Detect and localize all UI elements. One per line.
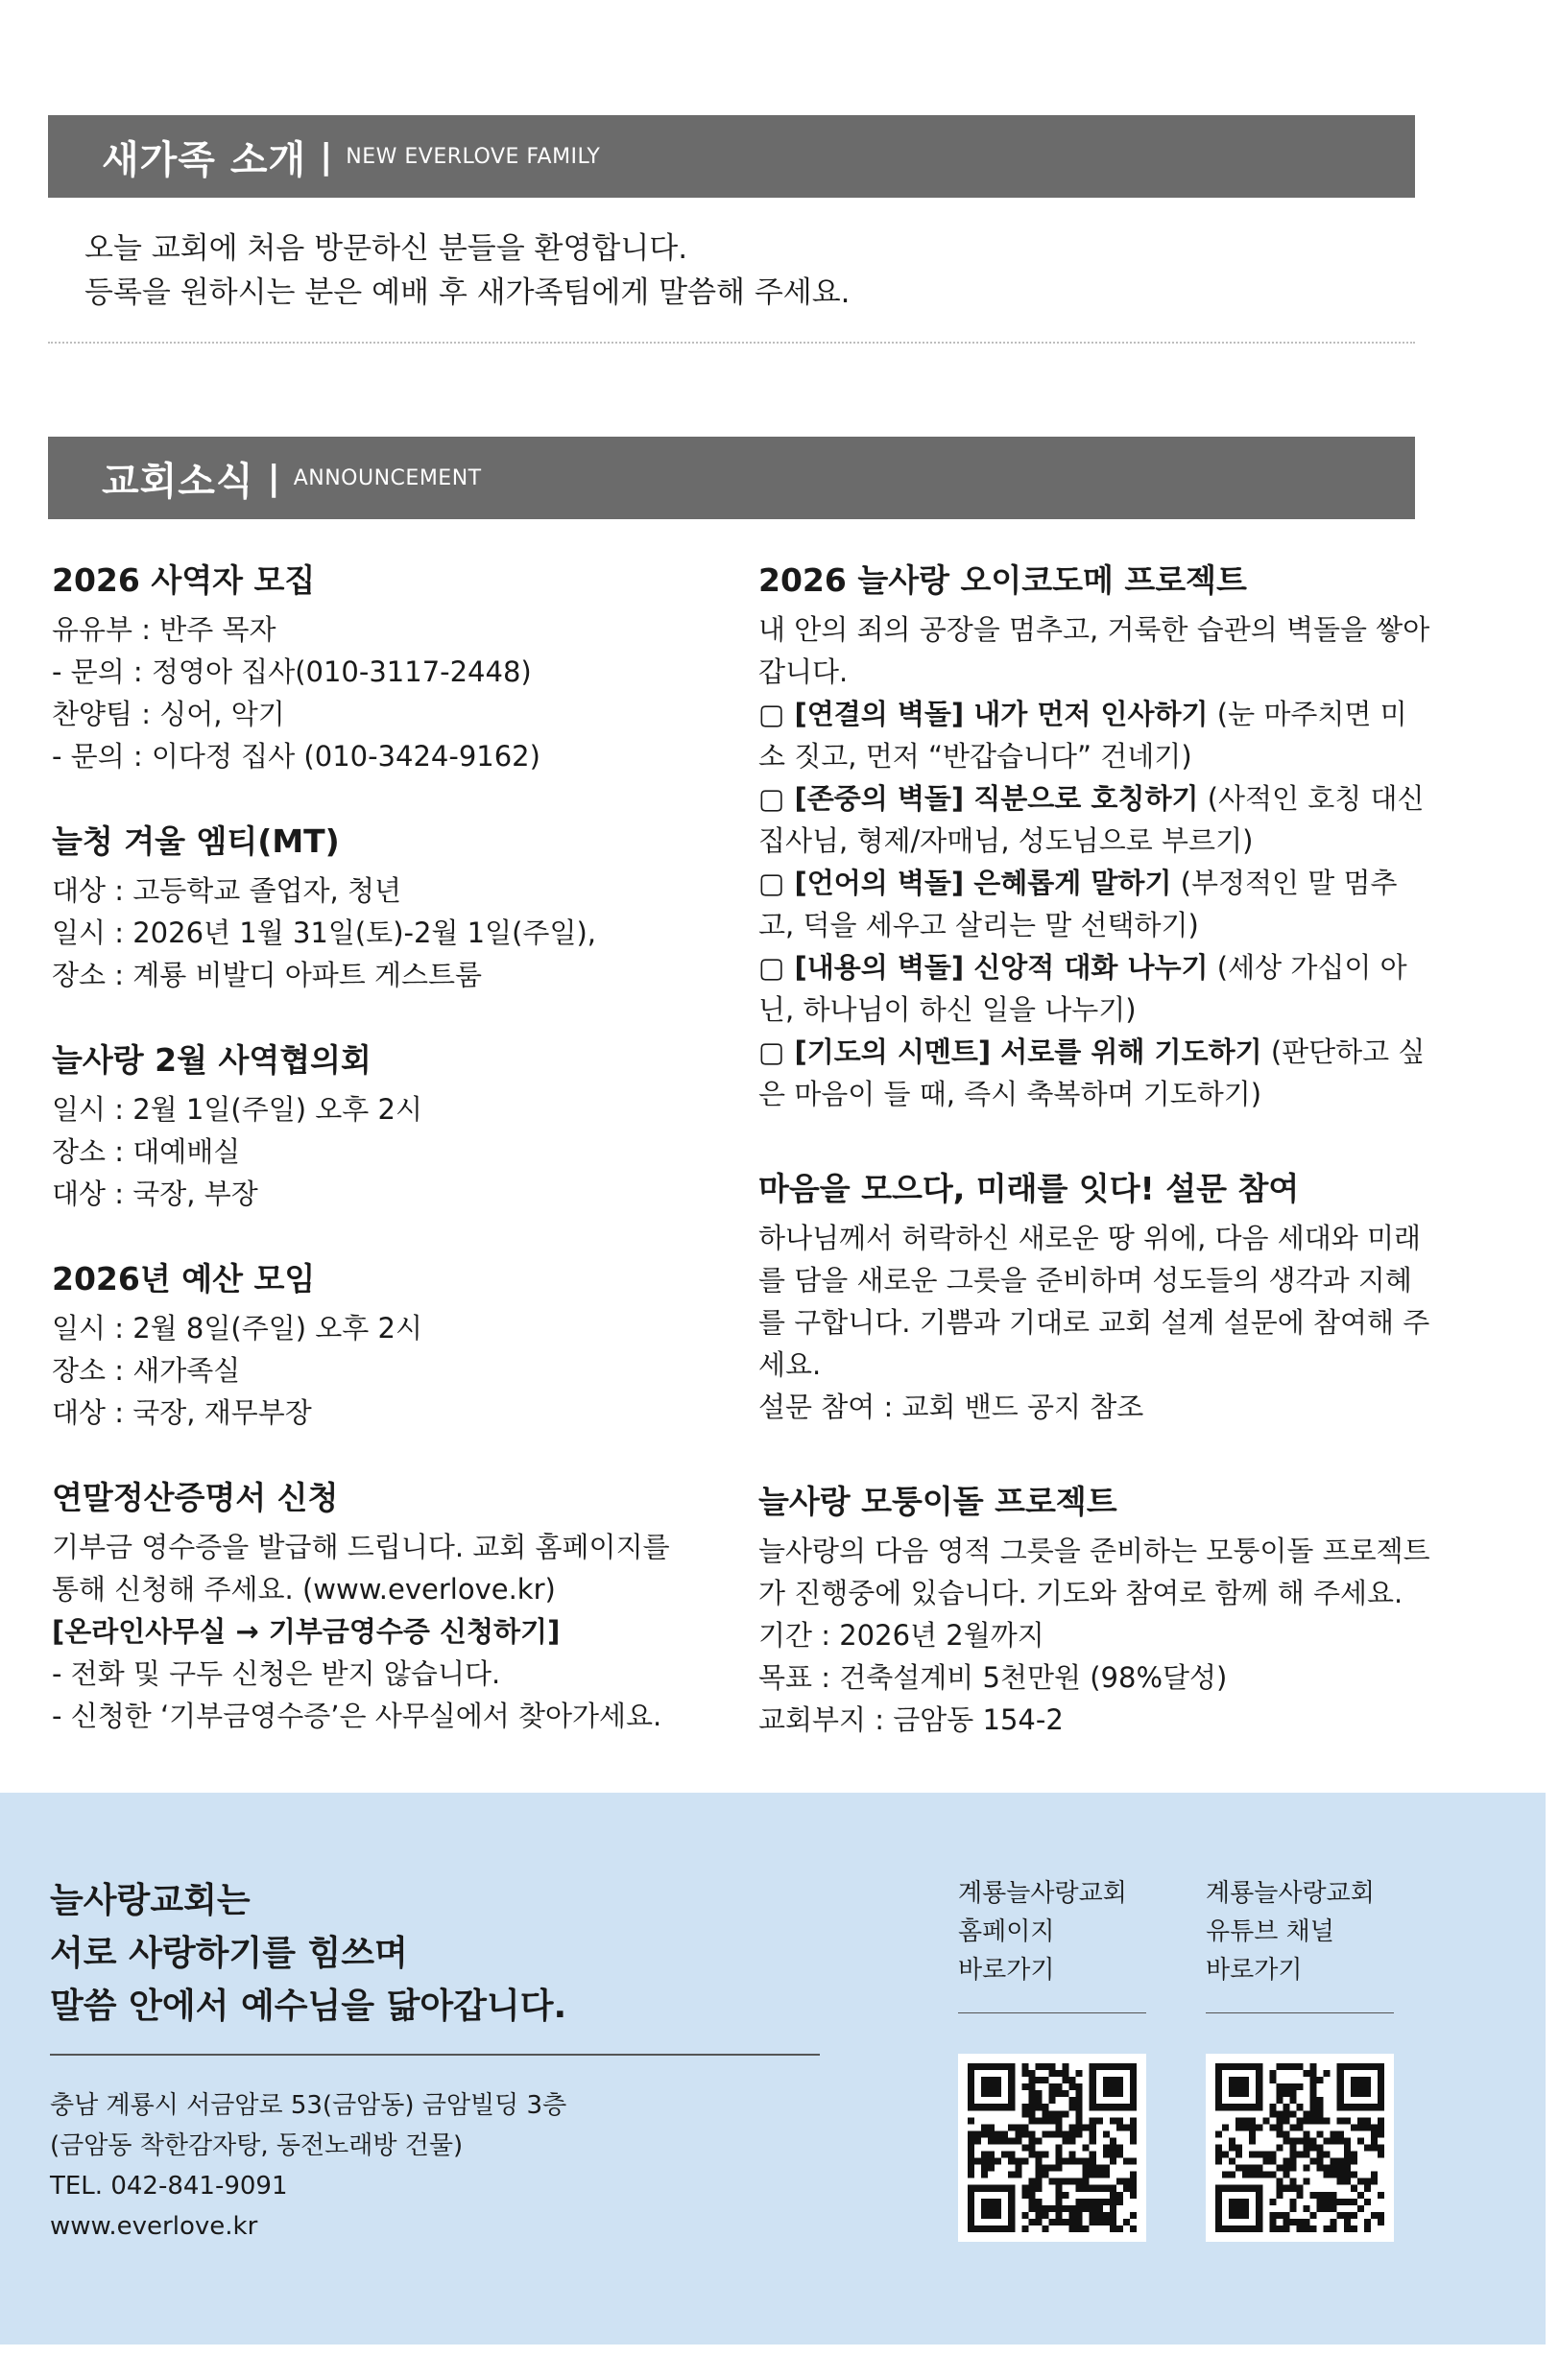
tax-receipt-block xyxy=(52,1474,714,1737)
announcement-right-column xyxy=(758,557,1430,1791)
new-family-subtitle: NEW EVERLOVE FAMILY xyxy=(346,144,601,169)
block-title: 2026 사역자 모집 xyxy=(52,561,316,599)
qr-label: 계룡늘사랑교회 xyxy=(958,1879,1127,1908)
block-title: 마음을 모으다, 미래를 잇다! 설문 참여 xyxy=(758,1170,1300,1207)
oikodome-item-title: ▢ [내용의 벽돌] 신앙적 대화 나누기 xyxy=(758,951,1209,984)
block-line: 장소 : 대예배실 xyxy=(52,1135,241,1168)
qr-label: 계룡늘사랑교회 xyxy=(1206,1879,1375,1908)
block-line: 일시 : 2월 8일(주일) 오후 2시 xyxy=(52,1312,422,1345)
oikodome-block xyxy=(758,557,1430,1115)
block-line: 일시 : 2월 1일(주일) 오후 2시 xyxy=(52,1093,422,1126)
block-title: 2026 늘사랑 오이코도메 프로젝트 xyxy=(758,561,1247,599)
mt-block xyxy=(52,818,714,996)
announcement-left-column xyxy=(52,557,714,1777)
cornerstone-block xyxy=(758,1478,1430,1741)
qr-label: 유튜브 채널 xyxy=(1206,1917,1334,1946)
oikodome-item-desc: (부정적인 말 멈추고, 덕을 세우고 살리는 말 선택하기) xyxy=(758,867,1398,941)
block-title: 2026년 예산 모임 xyxy=(52,1260,316,1297)
youtube-qr-code[interactable] xyxy=(1206,2054,1394,2242)
online-office-path: [온라인사무실 → 기부금영수증 신청하기] xyxy=(52,1615,561,1648)
new-family-intro xyxy=(84,226,851,315)
oikodome-item xyxy=(758,1031,1430,1115)
oikodome-item xyxy=(758,693,1430,777)
youtube-qr-block xyxy=(1206,1874,1398,2242)
header-separator: | xyxy=(267,458,280,498)
oikodome-item-title: ▢ [연결의 벽돌] 내가 먼저 인사하기 xyxy=(758,698,1209,730)
block-line: 장소 : 새가족실 xyxy=(52,1354,241,1387)
council-block xyxy=(52,1036,714,1215)
slogan-line: 서로 사랑하기를 힘쓰며 xyxy=(50,1934,408,1973)
block-title: 늘사랑 모퉁이돌 프로젝트 xyxy=(758,1483,1117,1520)
announcement-title: 교회소식 xyxy=(102,459,254,504)
oikodome-item xyxy=(758,777,1430,862)
oikodome-item-desc: (사적인 호칭 대신 집사님, 형제/자매님, 성도님으로 부르기) xyxy=(758,782,1425,857)
block-line: - 문의 : 정영아 집사(010-3117-2448) xyxy=(52,655,532,688)
block-line: 찬양팀 : 싱어, 악기 xyxy=(52,698,285,730)
survey-block xyxy=(758,1165,1430,1428)
oikodome-intro: 내 안의 죄의 공장을 멈추고, 거룩한 습관의 벽돌을 쌓아갑니다. xyxy=(758,613,1430,688)
announcement-header xyxy=(48,437,1415,519)
block-line: 기간 : 2026년 2월까지 xyxy=(758,1619,1044,1652)
qr-divider xyxy=(958,2012,1146,2013)
cornerstone-body: 늘사랑의 다음 영적 그릇을 준비하는 모퉁이돌 프로젝트가 진행중에 있습니다. 기도와 참여로 함께 해 주세요. xyxy=(758,1535,1430,1609)
new-family-title: 새가족 소개 xyxy=(102,137,307,182)
new-family-header xyxy=(48,115,1415,198)
footer-divider xyxy=(50,2054,820,2056)
slogan-line: 말씀 안에서 예수님을 닮아갑니다. xyxy=(50,1987,567,2026)
oikodome-item xyxy=(758,862,1430,946)
budget-block xyxy=(52,1255,714,1434)
block-line: 교회부지 : 금암동 154-2 xyxy=(758,1703,1064,1736)
block-line: 일시 : 2026년 1월 31일(토)-2월 1일(주일), xyxy=(52,916,596,949)
recruit-block xyxy=(52,557,714,777)
church-slogan xyxy=(50,1874,566,2033)
church-address xyxy=(50,2085,566,2247)
oikodome-item-title: ▢ [기도의 시멘트] 서로를 위해 기도하기 xyxy=(758,1035,1262,1068)
block-line: 통해 신청해 주세요. (www.everlove.kr) xyxy=(52,1573,556,1606)
homepage-qr-code[interactable] xyxy=(958,2054,1146,2242)
block-line: 대상 : 고등학교 졸업자, 청년 xyxy=(52,874,402,907)
survey-body: 하나님께서 허락하신 새로운 땅 위에, 다음 세대와 미래를 담을 새로운 그릇을 준비하며 성도들의 생각과 지혜를 구합니다. 기쁨과 기대로 교회 설계 설문에 참여해 주세요. xyxy=(758,1222,1430,1381)
block-line: 대상 : 국장, 부장 xyxy=(52,1178,258,1210)
header-separator: | xyxy=(320,136,333,177)
block-title: 늘사랑 2월 사역협의회 xyxy=(52,1041,372,1079)
qr-label: 바로가기 xyxy=(958,1956,1055,1985)
homepage-qr-block xyxy=(958,1874,1150,2242)
intro-line: 등록을 원하시는 분은 예배 후 새가족팀에게 말씀해 주세요. xyxy=(84,275,851,310)
qr-divider xyxy=(1206,2012,1394,2013)
block-line: 장소 : 계룡 비발디 아파트 게스트룸 xyxy=(52,959,483,991)
block-line: - 문의 : 이다정 집사 (010-3424-9162) xyxy=(52,740,540,773)
qr-label: 홈페이지 xyxy=(958,1917,1055,1946)
block-line: 목표 : 건축설계비 5천만원 (98%달성) xyxy=(758,1661,1228,1694)
intro-line: 오늘 교회에 처음 방문하신 분들을 환영합니다. xyxy=(84,231,688,266)
phone-number: TEL. 042-841-9091 xyxy=(50,2172,288,2201)
survey-note: 설문 참여 : 교회 밴드 공지 참조 xyxy=(758,1391,1144,1423)
oikodome-item-desc: (눈 마주치면 미소 짓고, 먼저 “반갑습니다” 건네기) xyxy=(758,698,1407,773)
block-line: 유유부 : 반주 목자 xyxy=(52,613,276,646)
block-title: 연말정산증명서 신청 xyxy=(52,1479,339,1516)
announcement-subtitle: ANNOUNCEMENT xyxy=(293,465,482,490)
oikodome-item-desc: (판단하고 싶은 마음이 들 때, 즉시 축복하며 기도하기) xyxy=(758,1035,1426,1110)
dotted-divider xyxy=(48,342,1415,344)
website-link[interactable]: www.everlove.kr xyxy=(50,2212,258,2241)
footer xyxy=(0,1793,1546,2344)
address-line: (금암동 착한감자탕, 동전노래방 건물) xyxy=(50,2131,464,2160)
qr-code-icon xyxy=(968,2063,1137,2232)
oikodome-item-title: ▢ [언어의 벽돌] 은혜롭게 말하기 xyxy=(758,867,1172,899)
block-line: - 전화 및 구두 신청은 받지 않습니다. xyxy=(52,1657,501,1690)
block-line: 기부금 영수증을 발급해 드립니다. 교회 홈페이지를 xyxy=(52,1531,670,1563)
qr-code-icon xyxy=(1215,2063,1384,2232)
block-line: 대상 : 국장, 재무부장 xyxy=(52,1396,312,1429)
oikodome-item-desc: (세상 가십이 아닌, 하나님이 하신 일을 나누기) xyxy=(758,951,1407,1026)
slogan-line: 늘사랑교회는 xyxy=(50,1881,251,1920)
address-line: 충남 계룡시 서금암로 53(금암동) 금암빌딩 3층 xyxy=(50,2091,567,2120)
block-line: - 신청한 ‘기부금영수증’은 사무실에서 찾아가세요. xyxy=(52,1700,662,1732)
qr-label: 바로가기 xyxy=(1206,1956,1303,1985)
oikodome-item-title: ▢ [존중의 벽돌] 직분으로 호칭하기 xyxy=(758,782,1199,815)
oikodome-item xyxy=(758,946,1430,1031)
block-title: 늘청 겨울 엠티(MT) xyxy=(52,822,340,860)
